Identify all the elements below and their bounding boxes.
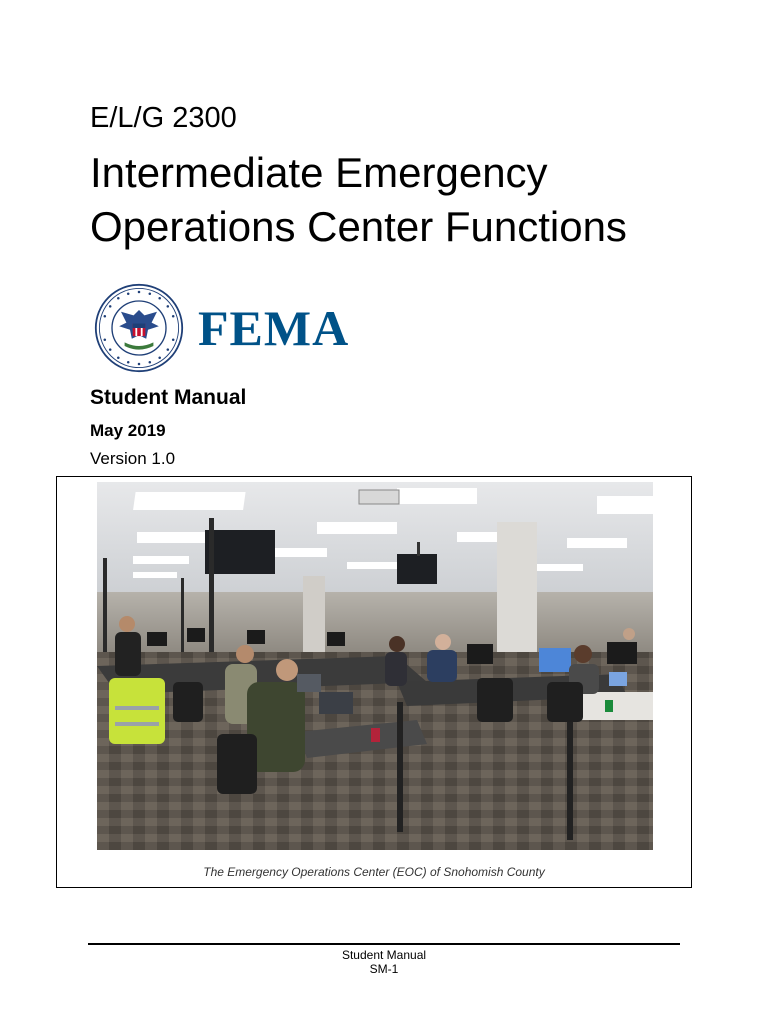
dhs-seal-icon: [94, 283, 184, 373]
title-line-2: Operations Center Functions: [90, 203, 627, 250]
agency-logo: [94, 283, 349, 373]
cover-figure: [56, 476, 692, 888]
eoc-photo: [97, 482, 653, 850]
course-code: E/L/G 2300: [90, 102, 237, 134]
footer-page-number: SM-1: [369, 962, 399, 976]
document-version: Version 1.0: [90, 449, 176, 468]
footer-document-type: Student Manual: [341, 948, 427, 962]
document-date: May 2019: [90, 421, 166, 440]
document-type: Student Manual: [90, 386, 247, 409]
footer-divider: [88, 943, 680, 945]
document-title: [90, 146, 740, 254]
title-line-1: Intermediate Emergency: [90, 149, 548, 196]
figure-caption: The Emergency Operations Center (EOC) of Snohomish County: [203, 865, 545, 879]
agency-name: FEMA: [198, 300, 350, 356]
